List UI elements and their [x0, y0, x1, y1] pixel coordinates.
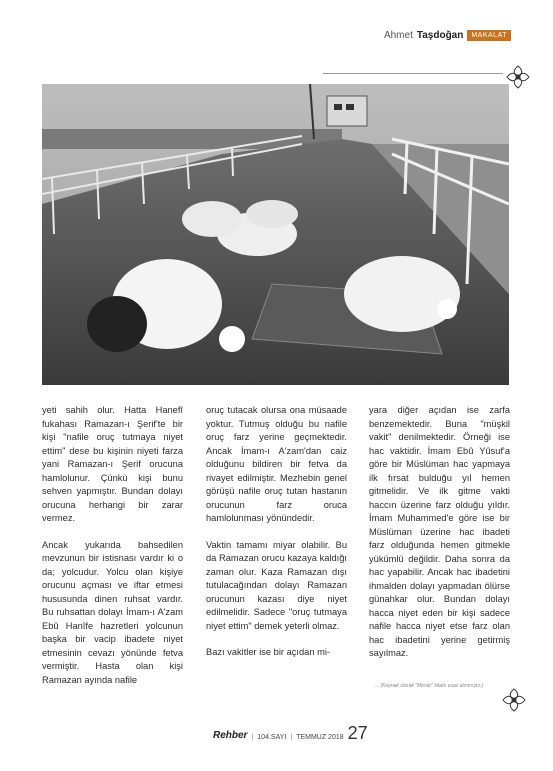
- footer-separator: |: [251, 734, 254, 741]
- paragraph: yeti sahih olur. Hatta Hanefî fukahası Ramazan-ı Şerif'te bir kişi "nafile oruç tutmaya niyet ettim" dese bu kişinin niyeti farza yani Ramazan-ı Şerif orucuna hamlolunur. Çünkü kişi bunu sehven yapmıştır. Bundan dolayı orucuna herhangi bir zarar vermez.: [42, 405, 183, 523]
- paragraph: Ancak yukarıda bahsedilen mevzunun bir istisnası vardır ki o da; yolcudur. Yolcu olan kişiye orucunu açması ve iftar etmesi hususunda dinen ruhsat vardır. Bu ruhsattan dolayı İmam-ı A'zam Ebû Hanîfe hazretleri yolcunun başka bir vacip ibadete niyet etmesinin cevazı yönünde fetva vermiştir. Hasta olan kişi Ramazan ayında nafile: [42, 539, 183, 685]
- issue-date: TEMMUZ 2018: [296, 734, 344, 741]
- page-footer: [213, 725, 368, 741]
- paragraph: Vaktin tamamı miyar olabilir. Bu da Ramazan orucu kazaya kaldığı zaman olur. Kaza Ramazan dışı tutulacağından dolayı Ramazan orucunun kazası diye niyet edilmelidir. Sadece "oruç tutmaya niyet ettim" demek yeterli olmaz.: [206, 539, 347, 631]
- header-rule: [323, 73, 503, 74]
- footer-separator: |: [290, 734, 293, 741]
- text-column-1: [42, 404, 183, 700]
- author-first-name: Ahmet: [383, 30, 413, 41]
- article-body: [42, 404, 522, 684]
- ship-deck-prayer-photo: [42, 84, 509, 385]
- text-column-2: [206, 404, 347, 673]
- issue-number: 104.SAYI: [257, 734, 287, 741]
- page-number: 27: [347, 723, 368, 743]
- paragraph: Bazı vakitler ise bir açıdan mi-: [206, 647, 331, 657]
- source-note: ... (Kaynak olarak "Menâr" kitabı esas alınmıştır.): [375, 683, 484, 689]
- corner-ornament-bottom-icon: [501, 687, 527, 713]
- author-last-name: Taşdoğan: [416, 30, 464, 41]
- page-header: [384, 30, 511, 41]
- paragraph: yara diğer açıdan ise zarfa benzemektedir. Buna "müşkil vakit" denilmektedir. Örneği ise hac vaktidir. İmam Ebû Yûsuf'a göre bir Müslüman hac yapmaya ilk fırsat bulduğu yıl hemen gitmelidir. Ve ilk gitme vakti haccın üzerine farz olduğu yıldır. İmam Muhammed'e göre ise bir Müslüman üzerine hac ibadeti farz olduğunda hemen gitmekle yükümlü değildir. Daha sonra da hac yapabilir. Ancak hac ibadetini ihmalden dolayı yapmadan ölürse günahkar olur. Bundan dolayı hacca niyet eden bir kişi sadece nafile hacca niyet etse farz olan hac ibadetini yerine getirmiş sayılmaz.: [369, 405, 510, 658]
- text-column-3: [369, 404, 510, 674]
- magazine-brand: Rehber: [213, 730, 248, 741]
- paragraph: oruç tutacak olursa ona müsaade yoktur. Tutmuş olduğu bu nafile oruç farz yerine geçmektedir. Ancak İmam-ı A'zam'dan caiz olduğunu bildiren bir fetva da rivayet edilmiştir. Mezhebin genel görüşü nafile oruç tutan hastanın orucunun farz oruca hamlolunması yönündedir.: [206, 405, 347, 523]
- section-tag: MAKALAT: [467, 30, 511, 41]
- article-photo: [42, 84, 509, 385]
